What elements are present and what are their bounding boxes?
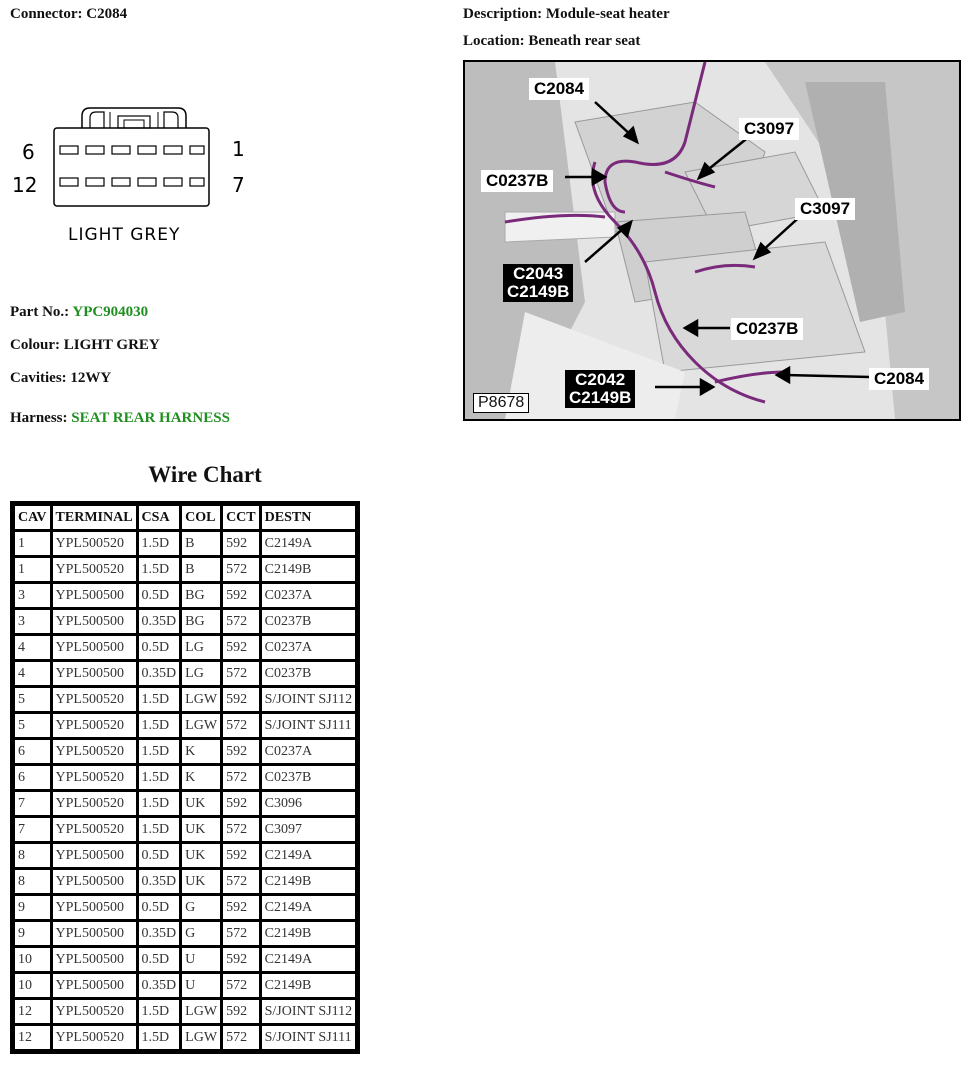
cell-csa: 1.5D <box>139 792 180 815</box>
cell-cct: 592 <box>223 1000 259 1023</box>
table-row <box>15 1026 355 1049</box>
cell-destn: C3097 <box>262 818 356 841</box>
cavities-label: Cavities: <box>10 370 67 386</box>
cell-cav: 3 <box>15 584 50 607</box>
cell-cct: 572 <box>223 922 259 945</box>
cell-cav: 5 <box>15 714 50 737</box>
cell-col: LG <box>182 662 220 685</box>
table-row <box>15 922 355 945</box>
location-value: Beneath rear seat <box>528 33 641 49</box>
pin-number-1: 1 <box>232 137 245 161</box>
table-row <box>15 792 355 815</box>
colour-line <box>10 337 160 354</box>
callout-c0237b-left: C0237B <box>481 170 553 192</box>
cell-csa: 1.5D <box>139 766 180 789</box>
cell-cct: 592 <box>223 584 259 607</box>
table-row <box>15 610 355 633</box>
cavities-line <box>10 370 111 387</box>
callout-c2149b-lower: C2149B <box>569 388 632 407</box>
table-row <box>15 662 355 685</box>
photo-reference: P8678 <box>473 393 529 413</box>
cell-col: LGW <box>182 1026 220 1049</box>
cell-terminal: YPL500520 <box>53 1000 136 1023</box>
cell-destn: C0237A <box>262 636 356 659</box>
cell-destn: C2149B <box>262 558 356 581</box>
table-row <box>15 1000 355 1023</box>
wire-chart-body <box>15 532 355 1049</box>
callout-c3097-top: C3097 <box>739 118 799 140</box>
cell-cct: 572 <box>223 818 259 841</box>
cell-csa: 0.35D <box>139 922 180 945</box>
cell-col: K <box>182 740 220 763</box>
cell-destn: C0237B <box>262 766 356 789</box>
cell-cav: 8 <box>15 844 50 867</box>
cell-cav: 8 <box>15 870 50 893</box>
callout-c2043-c2149b <box>503 264 573 302</box>
cell-cct: 592 <box>223 948 259 971</box>
table-row <box>15 896 355 919</box>
colour-label: Colour: <box>10 337 60 353</box>
table-row <box>15 844 355 867</box>
cell-terminal: YPL500500 <box>53 896 136 919</box>
cell-destn: C2149A <box>262 896 356 919</box>
cell-col: LGW <box>182 1000 220 1023</box>
table-row <box>15 584 355 607</box>
header-csa: CSA <box>139 506 180 529</box>
cell-cav: 4 <box>15 636 50 659</box>
cell-cav: 10 <box>15 948 50 971</box>
cell-terminal: YPL500500 <box>53 922 136 945</box>
header-cct: CCT <box>223 506 259 529</box>
cell-cct: 572 <box>223 870 259 893</box>
connector-colour-caption: LIGHT GREY <box>68 225 181 245</box>
cell-cct: 592 <box>223 740 259 763</box>
cell-csa: 0.5D <box>139 896 180 919</box>
cell-destn: C2149B <box>262 922 356 945</box>
cell-col: B <box>182 558 220 581</box>
cell-cct: 572 <box>223 558 259 581</box>
table-row <box>15 818 355 841</box>
cell-csa: 1.5D <box>139 1000 180 1023</box>
cell-col: BG <box>182 610 220 633</box>
cell-col: G <box>182 922 220 945</box>
cell-cav: 6 <box>15 740 50 763</box>
wire-chart-header-row <box>15 506 355 529</box>
cell-col: LGW <box>182 714 220 737</box>
harness-link[interactable]: SEAT REAR HARNESS <box>71 410 230 426</box>
cell-destn: C0237A <box>262 584 356 607</box>
table-row <box>15 688 355 711</box>
cell-terminal: YPL500500 <box>53 948 136 971</box>
cell-cct: 572 <box>223 766 259 789</box>
wire-chart-table <box>10 501 360 1054</box>
cell-cav: 10 <box>15 974 50 997</box>
cell-col: BG <box>182 584 220 607</box>
cell-csa: 0.35D <box>139 870 180 893</box>
cell-cav: 6 <box>15 766 50 789</box>
cell-cav: 7 <box>15 792 50 815</box>
cell-csa: 1.5D <box>139 818 180 841</box>
harness-line <box>10 410 230 427</box>
cell-cct: 572 <box>223 974 259 997</box>
cell-csa: 0.35D <box>139 974 180 997</box>
cell-col: UK <box>182 844 220 867</box>
header-terminal: TERMINAL <box>53 506 136 529</box>
cell-destn: C0237A <box>262 740 356 763</box>
cell-col: G <box>182 896 220 919</box>
cell-col: UK <box>182 870 220 893</box>
callout-c2084-top: C2084 <box>529 78 589 100</box>
pin-number-7: 7 <box>232 173 245 197</box>
cell-destn: C3096 <box>262 792 356 815</box>
table-row <box>15 740 355 763</box>
description-label: Description: <box>463 6 543 22</box>
connector-heading <box>10 6 127 23</box>
cell-csa: 0.35D <box>139 662 180 685</box>
cell-cav: 1 <box>15 558 50 581</box>
wire-chart-title: Wire Chart <box>148 462 262 487</box>
cell-terminal: YPL500500 <box>53 610 136 633</box>
cell-cav: 4 <box>15 662 50 685</box>
cell-cav: 7 <box>15 818 50 841</box>
cell-terminal: YPL500520 <box>53 714 136 737</box>
cell-destn: C0237B <box>262 610 356 633</box>
cell-col: K <box>182 766 220 789</box>
cell-cav: 12 <box>15 1000 50 1023</box>
cell-destn: C2149A <box>262 844 356 867</box>
table-row <box>15 714 355 737</box>
pin-number-12: 12 <box>12 173 38 197</box>
cell-csa: 1.5D <box>139 532 180 555</box>
connector-label: Connector: <box>10 6 83 22</box>
cell-csa: 1.5D <box>139 714 180 737</box>
header-col: COL <box>182 506 220 529</box>
cell-col: B <box>182 532 220 555</box>
table-row <box>15 636 355 659</box>
cell-col: UK <box>182 818 220 841</box>
part-number-link[interactable]: YPC904030 <box>72 304 149 320</box>
table-row <box>15 974 355 997</box>
cell-cct: 592 <box>223 532 259 555</box>
cell-csa: 0.5D <box>139 636 180 659</box>
cell-cct: 592 <box>223 636 259 659</box>
connector-face-diagram <box>10 98 260 253</box>
callout-c2042: C2042 <box>575 370 626 389</box>
cell-col: U <box>182 974 220 997</box>
cell-csa: 1.5D <box>139 1026 180 1049</box>
table-row <box>15 870 355 893</box>
cell-terminal: YPL500520 <box>53 532 136 555</box>
cell-destn: C2149B <box>262 974 356 997</box>
cell-terminal: YPL500520 <box>53 818 136 841</box>
cell-destn: C2149B <box>262 870 356 893</box>
cell-destn: S/JOINT SJ111 <box>262 1026 356 1049</box>
pin-number-6: 6 <box>22 140 35 164</box>
description-value: Module-seat heater <box>545 6 670 22</box>
callout-c2042-c2149b <box>565 370 635 408</box>
cell-cct: 592 <box>223 844 259 867</box>
cell-cct: 572 <box>223 610 259 633</box>
cell-terminal: YPL500520 <box>53 766 136 789</box>
cell-destn: S/JOINT SJ112 <box>262 1000 356 1023</box>
cell-terminal: YPL500500 <box>53 584 136 607</box>
cell-terminal: YPL500500 <box>53 974 136 997</box>
cell-terminal: YPL500500 <box>53 662 136 685</box>
cell-terminal: YPL500500 <box>53 844 136 867</box>
cell-terminal: YPL500500 <box>53 870 136 893</box>
header-destn: DESTN <box>262 506 356 529</box>
cell-csa: 0.5D <box>139 948 180 971</box>
cell-destn: C2149A <box>262 948 356 971</box>
cell-csa: 0.5D <box>139 584 180 607</box>
table-row <box>15 948 355 971</box>
cell-cav: 5 <box>15 688 50 711</box>
cell-col: LG <box>182 636 220 659</box>
harness-label: Harness: <box>10 410 68 426</box>
cell-cct: 572 <box>223 662 259 685</box>
cell-csa: 0.35D <box>139 610 180 633</box>
cell-cav: 9 <box>15 922 50 945</box>
cell-cct: 592 <box>223 688 259 711</box>
callout-c2149b-upper: C2149B <box>507 282 570 301</box>
cell-terminal: YPL500500 <box>53 636 136 659</box>
cavities-value: 12WY <box>70 370 112 386</box>
cell-cct: 572 <box>223 714 259 737</box>
cell-csa: 0.5D <box>139 844 180 867</box>
cell-cct: 592 <box>223 896 259 919</box>
cell-cav: 3 <box>15 610 50 633</box>
location-label: Location: <box>463 33 525 49</box>
cell-cav: 1 <box>15 532 50 555</box>
cell-csa: 1.5D <box>139 688 180 711</box>
cell-destn: C2149A <box>262 532 356 555</box>
cell-col: LGW <box>182 688 220 711</box>
location-line <box>463 33 640 50</box>
table-row <box>15 532 355 555</box>
part-number-line <box>10 304 148 321</box>
cell-cav: 12 <box>15 1026 50 1049</box>
cell-terminal: YPL500520 <box>53 740 136 763</box>
callout-c3097-mid: C3097 <box>795 198 855 220</box>
cell-col: U <box>182 948 220 971</box>
cell-cct: 592 <box>223 792 259 815</box>
cell-cct: 572 <box>223 1026 259 1049</box>
cell-destn: S/JOINT SJ112 <box>262 688 356 711</box>
callout-c0237b-right: C0237B <box>731 318 803 340</box>
location-photo <box>463 60 961 421</box>
cell-terminal: YPL500520 <box>53 1026 136 1049</box>
colour-value: LIGHT GREY <box>63 337 160 353</box>
description-line <box>463 6 670 23</box>
cell-terminal: YPL500520 <box>53 558 136 581</box>
cell-csa: 1.5D <box>139 558 180 581</box>
header-cav: CAV <box>15 506 50 529</box>
cell-destn: C0237B <box>262 662 356 685</box>
cell-terminal: YPL500520 <box>53 688 136 711</box>
part-number-label: Part No.: <box>10 304 70 320</box>
cell-cav: 9 <box>15 896 50 919</box>
table-row <box>15 558 355 581</box>
cell-col: UK <box>182 792 220 815</box>
callout-c2084-bottom: C2084 <box>869 368 929 390</box>
table-row <box>15 766 355 789</box>
cell-destn: S/JOINT SJ111 <box>262 714 356 737</box>
connector-id: C2084 <box>86 6 128 22</box>
callout-c2043: C2043 <box>513 264 564 283</box>
cell-csa: 1.5D <box>139 740 180 763</box>
cell-terminal: YPL500520 <box>53 792 136 815</box>
